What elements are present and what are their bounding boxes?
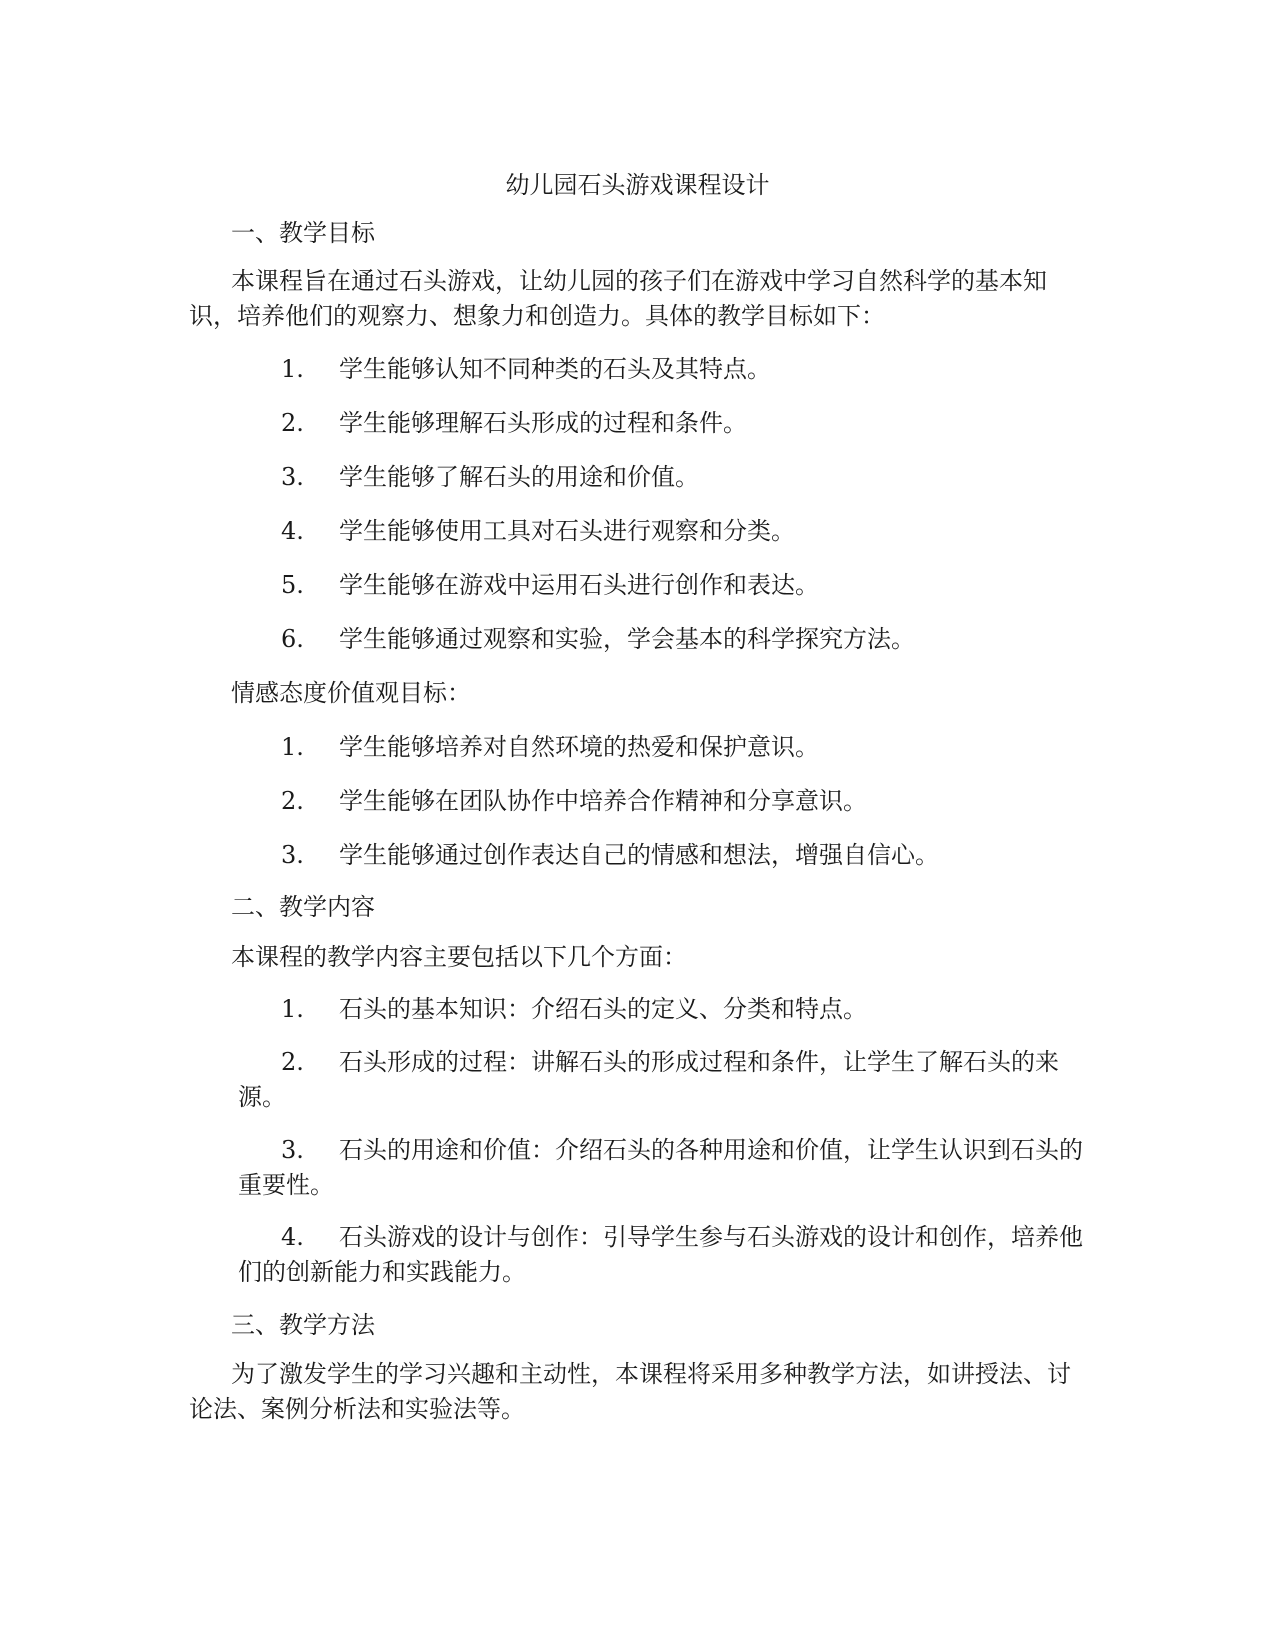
- affective-goal-item-1: [281, 730, 819, 764]
- goal-item-1: [281, 352, 771, 386]
- list-text: 学生能够使用工具对石头进行观察和分类。: [339, 517, 795, 545]
- list-text: 学生能够通过创作表达自己的情感和想法，增强自信心。: [339, 841, 939, 869]
- affective-goals-heading: 情感态度价值观目标：: [231, 679, 471, 707]
- goal-item-4: [281, 514, 795, 548]
- list-text: 石头的用途和价值：介绍石头的各种用途和价值，让学生认识到石头的重要性。: [238, 1136, 1083, 1199]
- list-text: 石头形成的过程：讲解石头的形成过程和条件，让学生了解石头的来源。: [238, 1048, 1059, 1111]
- list-number: 5.: [281, 571, 304, 599]
- goal-item-6: [281, 622, 915, 656]
- list-number: 3.: [281, 463, 304, 491]
- list-number: 1.: [281, 355, 304, 383]
- list-text: 学生能够培养对自然环境的热爱和保护意识。: [339, 733, 819, 761]
- list-number: 2.: [281, 1048, 304, 1076]
- list-number: 3.: [281, 1136, 304, 1164]
- list-number: 3.: [281, 841, 304, 869]
- content-item-2: [238, 1045, 1093, 1115]
- list-text: 学生能够认知不同种类的石头及其特点。: [339, 355, 771, 383]
- affective-goal-item-2: [281, 784, 867, 818]
- list-number: 4.: [281, 517, 304, 545]
- list-text: 学生能够通过观察和实验，学会基本的科学探究方法。: [339, 625, 915, 653]
- list-text: 学生能够在游戏中运用石头进行创作和表达。: [339, 571, 819, 599]
- goal-item-5: [281, 568, 819, 602]
- content-item-4: [238, 1220, 1093, 1290]
- list-text: 石头游戏的设计与创作：引导学生参与石头游戏的设计和创作，培养他们的创新能力和实践能力。: [238, 1223, 1083, 1286]
- section-heading-methods: 三、教学方法: [231, 1311, 375, 1339]
- goals-intro-paragraph: 本课程旨在通过石头游戏，让幼儿园的孩子们在游戏中学习自然科学的基本知识，培养他们的观察力、想象力和创造力。具体的教学目标如下：: [189, 267, 1047, 330]
- list-number: 1.: [281, 995, 304, 1023]
- section-heading-goals: 一、教学目标: [231, 219, 375, 247]
- list-number: 6.: [281, 625, 304, 653]
- goal-item-3: [281, 460, 699, 494]
- section-heading-content: 二、教学内容: [231, 893, 375, 921]
- list-number: 2.: [281, 787, 304, 815]
- content-intro-paragraph: 本课程的教学内容主要包括以下几个方面：: [231, 943, 687, 971]
- list-number: 4.: [281, 1223, 304, 1251]
- goal-item-2: [281, 406, 747, 440]
- list-text: 学生能够在团队协作中培养合作精神和分享意识。: [339, 787, 867, 815]
- document-title: 幼儿园石头游戏课程设计: [505, 171, 770, 199]
- list-number: 2.: [281, 409, 304, 437]
- list-number: 1.: [281, 733, 304, 761]
- content-item-1: [281, 992, 867, 1026]
- content-item-3: [238, 1133, 1093, 1203]
- list-text: 石头的基本知识：介绍石头的定义、分类和特点。: [339, 995, 867, 1023]
- affective-goal-item-3: [281, 838, 939, 872]
- list-text: 学生能够理解石头形成的过程和条件。: [339, 409, 747, 437]
- list-text: 学生能够了解石头的用途和价值。: [339, 463, 699, 491]
- methods-intro-paragraph: 为了激发学生的学习兴趣和主动性，本课程将采用多种教学方法，如讲授法、讨论法、案例分析法和实验法等。: [189, 1360, 1071, 1423]
